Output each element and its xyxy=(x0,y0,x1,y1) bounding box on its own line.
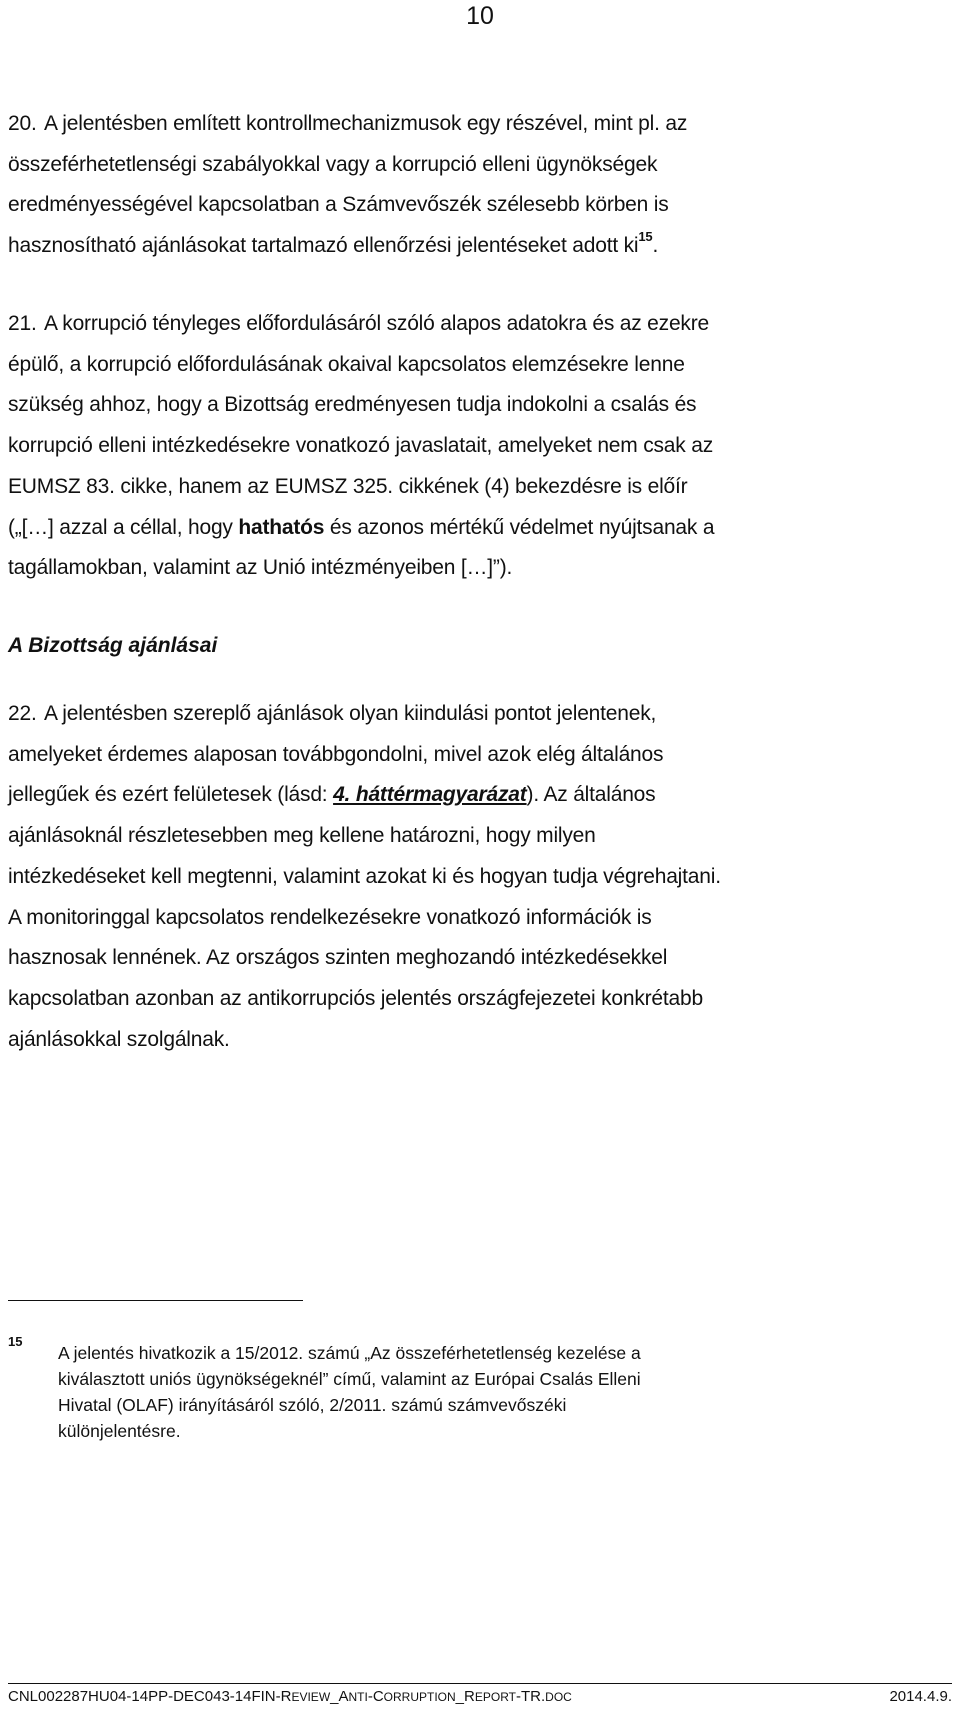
paragraph-22 xyxy=(8,694,948,1060)
paragraph-21 xyxy=(8,304,948,589)
bold-emphasis: hathatós xyxy=(238,515,325,539)
paragraph-line: épülő, a korrupció előfordulásának okaival kapcsolatos elemzésekre lenne xyxy=(8,352,685,376)
paragraph-number: 21. xyxy=(8,312,37,335)
paragraph-20 xyxy=(8,104,948,267)
paragraph-line: jellegűek és ezért felületesek (lásd: 4. háttérmagyarázat). Az általános xyxy=(8,783,656,807)
box-reference-link[interactable]: 4. háttérmagyarázat xyxy=(333,783,527,807)
section-heading: A Bizottság ajánlásai xyxy=(8,634,218,657)
footnote-separator xyxy=(8,1300,303,1301)
page-number: 10 xyxy=(466,2,494,30)
paragraph-line: EUMSZ 83. cikke, hanem az EUMSZ 325. cikkének (4) bekezdésre is előír xyxy=(8,474,688,498)
paragraph-line: ajánlásokkal szolgálnak. xyxy=(8,1027,230,1051)
footnote-reference[interactable]: 15 xyxy=(638,229,653,245)
footer-document-id: CNL002287HU04-14PP-DEC043-14FIN-REVIEW_ANTI-CORRUPTION_REPORT-TR.DOC xyxy=(8,1688,572,1705)
footnote-line: A jelentés hivatkozik a 15/2012. számú „Az összeférhetetlenség kezelése a xyxy=(58,1343,641,1363)
footer-date: 2014.4.9. xyxy=(889,1688,952,1705)
paragraph-line: szükség ahhoz, hogy a Bizottság eredményesen tudja indokolni a csalás és xyxy=(8,393,697,417)
paragraph-line: kapcsolatban azonban az antikorrupciós jelentés országfejezetei konkrétabb xyxy=(8,986,703,1010)
paragraph-line: 22. A jelentésben szereplő ajánlások olyan kiindulási pontot jelentenek, xyxy=(8,694,948,735)
footnote-marker: 15 xyxy=(8,1334,23,1349)
paragraph-line: hasznosak lennének. Az országos szinten meghozandó intézkedésekkel xyxy=(8,946,668,970)
paragraph-line: („[…] azzal a céllal, hogy hathatós és azonos mértékű védelmet nyújtsanak a xyxy=(8,515,715,539)
footer-separator xyxy=(8,1683,952,1684)
paragraph-line: A monitoringgal kapcsolatos rendelkezésekre vonatkozó információk is xyxy=(8,905,652,929)
footnote-line: kiválasztott uniós ügynökségeknél” című, valamint az Európai Csalás Elleni xyxy=(58,1369,641,1389)
paragraph-line: ajánlásoknál részletesebben meg kellene határozni, hogy milyen xyxy=(8,824,596,848)
paragraph-number: 20. xyxy=(8,112,37,135)
paragraph-line: tagállamokban, valamint az Unió intézményeiben […]”). xyxy=(8,556,513,580)
footnote-line: Hivatal (OLAF) irányításáról szóló, 2/2011. számú számvevőszéki xyxy=(58,1395,567,1415)
paragraph-line: 21. A korrupció tényleges előfordulásáról szóló alapos adatokra és az ezekre xyxy=(8,304,948,345)
paragraph-line: 20. A jelentésben említett kontrollmechanizmusok egy részével, mint pl. az xyxy=(8,104,948,145)
paragraph-number: 22. xyxy=(8,702,37,725)
footnote-text xyxy=(58,1340,938,1444)
paragraph-line: összeférhetetlenségi szabályokkal vagy a korrupció elleni ügynökségek xyxy=(8,152,658,176)
paragraph-line: intézkedéseket kell megtenni, valamint azokat ki és hogyan tudja végrehajtani. xyxy=(8,864,721,888)
paragraph-line: amelyeket érdemes alaposan továbbgondolni, mivel azok elég általános xyxy=(8,742,664,766)
paragraph-line: korrupció elleni intézkedésekre vonatkozó javaslatait, amelyeket nem csak az xyxy=(8,434,713,458)
footnote-line: különjelentésre. xyxy=(58,1421,181,1441)
paragraph-line: eredményességével kapcsolatban a Számvevőszék szélesebb körben is xyxy=(8,193,669,217)
paragraph-line: hasznosítható ajánlásokat tartalmazó ellenőrzési jelentéseket adott $ki^{15}$. xyxy=(8,229,659,258)
